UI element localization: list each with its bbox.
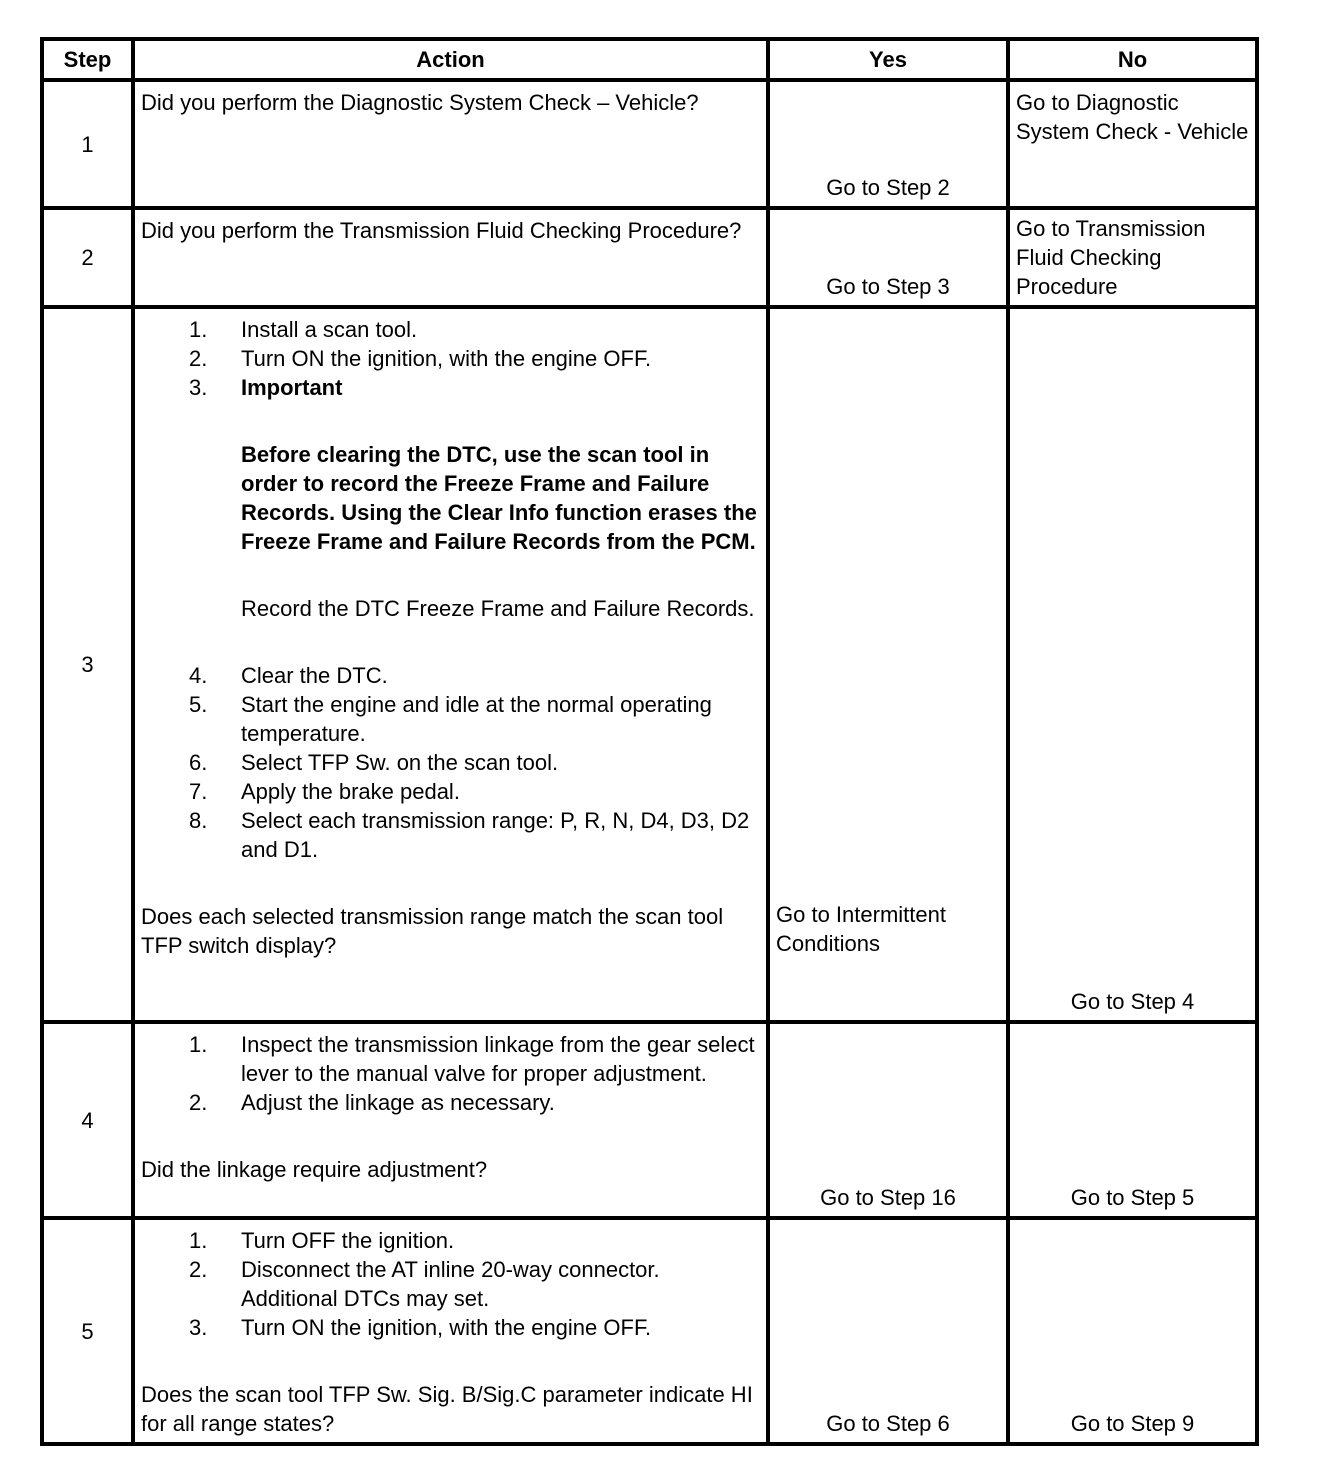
item-number: 5. — [189, 692, 208, 717]
header-no: No — [1008, 39, 1257, 80]
record-text: Record the DTC Freeze Frame and Failure Records. — [241, 596, 755, 621]
step-number: 5 — [42, 1218, 133, 1444]
important-note: Before clearing the DTC, use the scan tool in order to record the Freeze Frame and Failure Records. Using the Clear Info function erases the Freeze Frame and Failure Records from the PCM. — [241, 442, 757, 554]
item-number: 2. — [189, 1090, 208, 1115]
action-text: Did you perform the Diagnostic System Check – Vehicle? — [133, 80, 768, 208]
item-text: Turn ON the ignition, with the engine OFF. — [241, 1315, 652, 1340]
item-number: 3. — [189, 1315, 208, 1340]
item-number: 4. — [189, 663, 208, 688]
item-text: Clear the DTC. — [241, 663, 388, 688]
no-result: Go to Step 4 — [1008, 307, 1257, 1022]
item-text: Inspect the transmission linkage from the gear select lever to the manual valve for proper adjustment. — [241, 1032, 755, 1086]
item-number: 8. — [189, 808, 208, 833]
important-label: Important — [241, 375, 343, 400]
header-yes: Yes — [768, 39, 1008, 80]
action-cell — [133, 1218, 768, 1444]
list-item — [141, 1030, 758, 1088]
question-text: Did the linkage require adjustment? — [141, 1157, 488, 1182]
step-number: 4 — [42, 1022, 133, 1218]
table-row — [42, 80, 1257, 208]
yes-result: Go to Step 3 — [768, 208, 1008, 307]
no-result: Go to Step 9 — [1008, 1218, 1257, 1444]
list-item — [141, 661, 758, 690]
question-text: Does each selected transmission range match the scan tool TFP switch display? — [141, 904, 724, 958]
list-item — [141, 344, 758, 373]
procedure-list — [141, 315, 758, 402]
table-row — [42, 307, 1257, 1022]
yes-result — [768, 307, 1008, 1022]
diagnostic-table — [40, 37, 1259, 1446]
procedure-list — [141, 1030, 758, 1117]
yes-result-text: Go to Intermittent Conditions — [776, 902, 946, 956]
procedure-list — [141, 1226, 758, 1342]
header-step: Step — [42, 39, 133, 80]
list-item — [141, 1088, 758, 1117]
item-text: Start the engine and idle at the normal operating temperature. — [241, 692, 712, 746]
list-item — [141, 1313, 758, 1342]
table-row — [42, 208, 1257, 307]
list-item — [141, 1226, 758, 1255]
action-text: Did you perform the Transmission Fluid Checking Procedure? — [133, 208, 768, 307]
item-text: Select each transmission range: P, R, N, D4, D3, D2 and D1. — [241, 808, 750, 862]
step-number: 2 — [42, 208, 133, 307]
table-row — [42, 1218, 1257, 1444]
item-number: 2. — [189, 1257, 208, 1282]
item-text: Disconnect the AT inline 20-way connector. Additional DTCs may set. — [241, 1257, 660, 1311]
list-item — [141, 748, 758, 777]
item-text: Apply the brake pedal. — [241, 779, 460, 804]
item-text: Turn OFF the ignition. — [241, 1228, 455, 1253]
item-number: 1. — [189, 1032, 208, 1057]
question-text: Does the scan tool TFP Sw. Sig. B/Sig.C parameter indicate HI for all range states? — [141, 1382, 753, 1436]
no-result: Go to Transmission Fluid Checking Procedure — [1008, 208, 1257, 307]
yes-result: Go to Step 6 — [768, 1218, 1008, 1444]
list-item — [141, 1255, 758, 1313]
item-number: 1. — [189, 1228, 208, 1253]
header-action: Action — [133, 39, 768, 80]
action-cell — [133, 1022, 768, 1218]
step-number: 1 — [42, 80, 133, 208]
yes-result: Go to Step 16 — [768, 1022, 1008, 1218]
action-cell — [133, 307, 768, 1022]
item-text: Adjust the linkage as necessary. — [241, 1090, 555, 1115]
step-number: 3 — [42, 307, 133, 1022]
list-item — [141, 373, 758, 402]
list-item — [141, 806, 758, 864]
item-text: Turn ON the ignition, with the engine OFF. — [241, 346, 652, 371]
yes-result: Go to Step 2 — [768, 80, 1008, 208]
item-text: Install a scan tool. — [241, 317, 418, 342]
list-item — [141, 777, 758, 806]
item-number: 2. — [189, 346, 208, 371]
list-item — [141, 315, 758, 344]
item-number: 6. — [189, 750, 208, 775]
item-text: Select TFP Sw. on the scan tool. — [241, 750, 559, 775]
item-number: 1. — [189, 317, 208, 342]
procedure-list — [141, 661, 758, 864]
list-item — [141, 690, 758, 748]
item-number: 7. — [189, 779, 208, 804]
item-number: 3. — [189, 375, 208, 400]
no-result: Go to Diagnostic System Check - Vehicle — [1008, 80, 1257, 208]
no-result: Go to Step 5 — [1008, 1022, 1257, 1218]
table-row — [42, 1022, 1257, 1218]
header-row — [42, 39, 1257, 80]
